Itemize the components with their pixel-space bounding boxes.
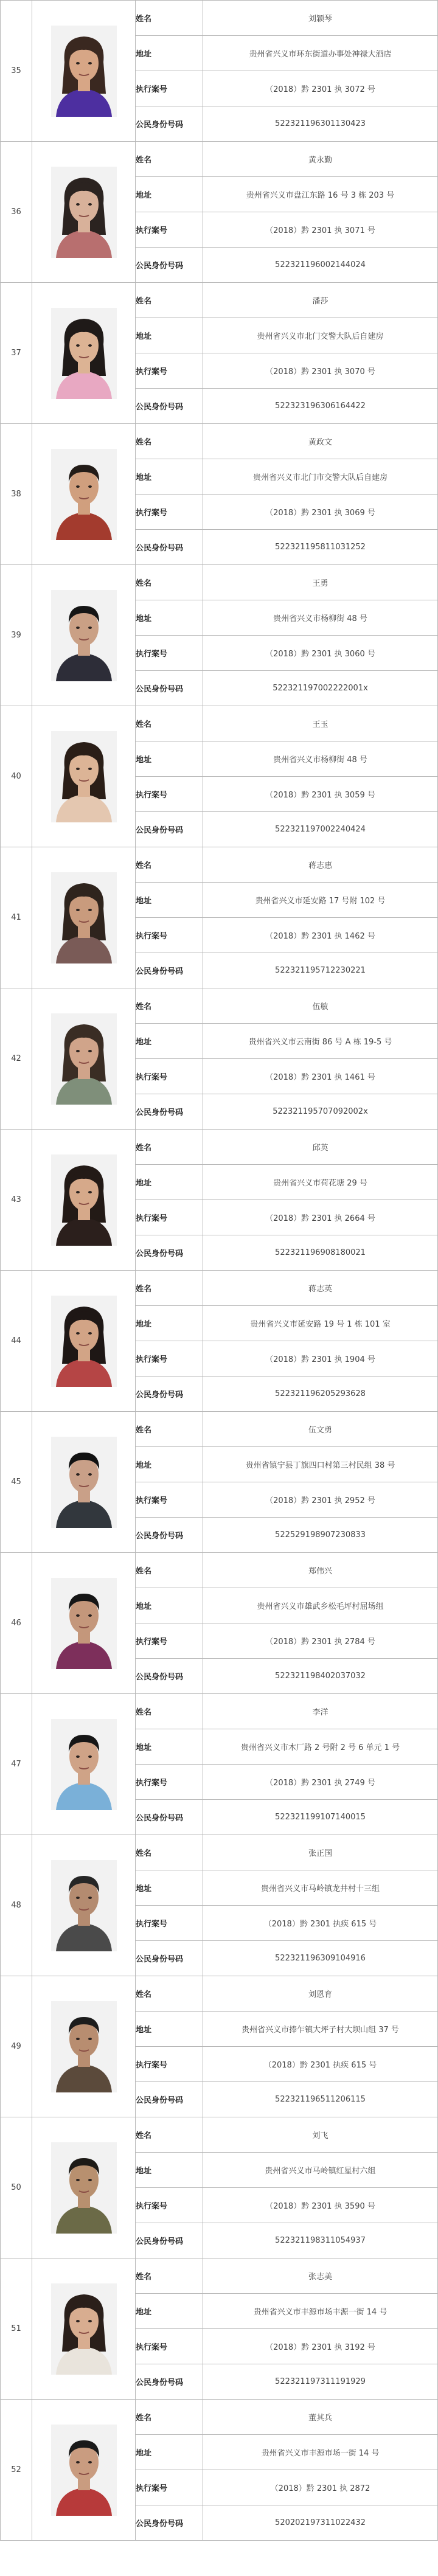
address-label: 地址 bbox=[136, 318, 203, 353]
portrait-photo bbox=[32, 565, 136, 706]
address-label: 地址 bbox=[136, 1306, 203, 1341]
id-value: 522321197002222001x bbox=[203, 671, 438, 706]
name-value: 刘飞 bbox=[203, 2117, 438, 2153]
case-label: 执行案号 bbox=[136, 1482, 203, 1518]
name-label: 姓名 bbox=[136, 283, 203, 318]
name-value: 刘恩育 bbox=[203, 1976, 438, 2012]
name-value: 张正国 bbox=[203, 1835, 438, 1870]
address-label: 地址 bbox=[136, 2294, 203, 2329]
address-value: 贵州省兴义市延安路 17 号附 102 号 bbox=[203, 883, 438, 918]
name-value: 刘颖琴 bbox=[203, 1, 438, 36]
name-label: 姓名 bbox=[136, 988, 203, 1024]
portrait-photo bbox=[32, 706, 136, 847]
portrait-photo bbox=[32, 847, 136, 988]
record-row-name bbox=[1, 988, 438, 1024]
case-label: 执行案号 bbox=[136, 1906, 203, 1941]
id-label: 公民身份号码 bbox=[136, 1941, 203, 1976]
portrait-photo bbox=[32, 1271, 136, 1412]
record-number: 52 bbox=[1, 2400, 32, 2541]
case-label: 执行案号 bbox=[136, 777, 203, 812]
roster-body bbox=[1, 1, 438, 2541]
record-number: 49 bbox=[1, 1976, 32, 2117]
portrait-photo bbox=[32, 424, 136, 565]
id-value: 522321196205293628 bbox=[203, 1377, 438, 1412]
name-label: 姓名 bbox=[136, 1412, 203, 1447]
name-label: 姓名 bbox=[136, 847, 203, 883]
name-label: 姓名 bbox=[136, 706, 203, 741]
record-row-name bbox=[1, 2258, 438, 2294]
id-value: 522321196908180021 bbox=[203, 1235, 438, 1271]
record-row-name bbox=[1, 847, 438, 883]
id-label: 公民身份号码 bbox=[136, 2223, 203, 2258]
address-label: 地址 bbox=[136, 2153, 203, 2188]
id-label: 公民身份号码 bbox=[136, 1659, 203, 1694]
record-row-name bbox=[1, 283, 438, 318]
portrait-photo bbox=[32, 2258, 136, 2400]
name-label: 姓名 bbox=[136, 424, 203, 459]
case-value: （2018）黔 2301 执 3060 号 bbox=[203, 636, 438, 671]
address-value: 贵州省兴义市环东街道办事处神禄大酒店 bbox=[203, 36, 438, 71]
address-value: 贵州省兴义市杨柳街 48 号 bbox=[203, 600, 438, 636]
record-number: 40 bbox=[1, 706, 32, 847]
address-value: 贵州省兴义市马岭镇红星村六组 bbox=[203, 2153, 438, 2188]
case-value: （2018）黔 2301 执 3192 号 bbox=[203, 2329, 438, 2364]
id-label: 公民身份号码 bbox=[136, 2505, 203, 2541]
address-value: 贵州省兴义市荷花塘 29 号 bbox=[203, 1165, 438, 1200]
id-value: 522321197002240424 bbox=[203, 812, 438, 847]
case-label: 执行案号 bbox=[136, 2329, 203, 2364]
name-value: 张志美 bbox=[203, 2258, 438, 2294]
case-value: （2018）黔 2301 执 3059 号 bbox=[203, 777, 438, 812]
case-label: 执行案号 bbox=[136, 2047, 203, 2082]
case-label: 执行案号 bbox=[136, 353, 203, 389]
case-value: （2018）黔 2301 执 2784 号 bbox=[203, 1623, 438, 1659]
id-value: 520202197311022432 bbox=[203, 2505, 438, 2541]
record-number: 48 bbox=[1, 1835, 32, 1976]
record-number: 50 bbox=[1, 2117, 32, 2258]
address-value: 贵州省兴义市盘江东路 16 号 3 栋 203 号 bbox=[203, 177, 438, 212]
case-label: 执行案号 bbox=[136, 1200, 203, 1235]
record-number: 47 bbox=[1, 1694, 32, 1835]
portrait-photo bbox=[32, 988, 136, 1130]
address-value: 贵州省镇宁县丁旗四口村第三村民组 38 号 bbox=[203, 1447, 438, 1482]
id-label: 公民身份号码 bbox=[136, 1518, 203, 1553]
record-number: 42 bbox=[1, 988, 32, 1130]
address-value: 贵州省兴义市丰源市场丰源一街 14 号 bbox=[203, 2294, 438, 2329]
portrait-photo bbox=[32, 1976, 136, 2117]
id-value: 522529198907230833 bbox=[203, 1518, 438, 1553]
address-label: 地址 bbox=[136, 459, 203, 495]
id-label: 公民身份号码 bbox=[136, 1377, 203, 1412]
record-number: 38 bbox=[1, 424, 32, 565]
portrait-photo bbox=[32, 2117, 136, 2258]
address-label: 地址 bbox=[136, 36, 203, 71]
case-label: 执行案号 bbox=[136, 1623, 203, 1659]
record-number: 37 bbox=[1, 283, 32, 424]
portrait-photo bbox=[32, 1835, 136, 1976]
record-row-name bbox=[1, 1130, 438, 1165]
record-number: 51 bbox=[1, 2258, 32, 2400]
name-label: 姓名 bbox=[136, 1553, 203, 1588]
address-label: 地址 bbox=[136, 883, 203, 918]
id-label: 公民身份号码 bbox=[136, 2082, 203, 2117]
id-value: 522321195712230221 bbox=[203, 953, 438, 988]
name-label: 姓名 bbox=[136, 1694, 203, 1729]
id-label: 公民身份号码 bbox=[136, 671, 203, 706]
id-value: 522323196306164422 bbox=[203, 389, 438, 424]
name-label: 姓名 bbox=[136, 2400, 203, 2435]
id-value: 522321199107140015 bbox=[203, 1800, 438, 1835]
name-label: 姓名 bbox=[136, 2117, 203, 2153]
case-value: （2018）黔 2301 执 1904 号 bbox=[203, 1341, 438, 1377]
id-label: 公民身份号码 bbox=[136, 953, 203, 988]
record-number: 45 bbox=[1, 1412, 32, 1553]
case-value: （2018）黔 2301 执 3072 号 bbox=[203, 71, 438, 106]
case-label: 执行案号 bbox=[136, 918, 203, 953]
address-label: 地址 bbox=[136, 1447, 203, 1482]
record-row-name bbox=[1, 1976, 438, 2012]
name-value: 邱英 bbox=[203, 1130, 438, 1165]
id-value: 522321195811031252 bbox=[203, 530, 438, 565]
id-value: 522321196511206115 bbox=[203, 2082, 438, 2117]
address-value: 贵州省兴义市北门市交警大队后自建房 bbox=[203, 459, 438, 495]
address-label: 地址 bbox=[136, 177, 203, 212]
record-row-name bbox=[1, 565, 438, 600]
name-value: 潘莎 bbox=[203, 283, 438, 318]
name-value: 李洋 bbox=[203, 1694, 438, 1729]
address-label: 地址 bbox=[136, 1729, 203, 1765]
name-label: 姓名 bbox=[136, 1, 203, 36]
address-value: 贵州省兴义市云南街 86 号 A 栋 19-5 号 bbox=[203, 1024, 438, 1059]
name-label: 姓名 bbox=[136, 2258, 203, 2294]
case-value: （2018）黔 2301 执 2872 bbox=[203, 2470, 438, 2505]
case-label: 执行案号 bbox=[136, 2470, 203, 2505]
name-value: 王勇 bbox=[203, 565, 438, 600]
case-value: （2018）黔 2301 执 2952 号 bbox=[203, 1482, 438, 1518]
record-row-name bbox=[1, 1553, 438, 1588]
name-label: 姓名 bbox=[136, 142, 203, 177]
portrait-photo bbox=[32, 1130, 136, 1271]
address-value: 贵州省兴义市木厂路 2 号附 2 号 6 单元 1 号 bbox=[203, 1729, 438, 1765]
case-label: 执行案号 bbox=[136, 71, 203, 106]
address-value: 贵州省兴义市雄武乡松毛坪村屈场组 bbox=[203, 1588, 438, 1623]
case-value: （2018）黔 2301 执 3590 号 bbox=[203, 2188, 438, 2223]
name-value: 伍敏 bbox=[203, 988, 438, 1024]
name-value: 董其兵 bbox=[203, 2400, 438, 2435]
id-label: 公民身份号码 bbox=[136, 1235, 203, 1271]
record-number: 35 bbox=[1, 1, 32, 142]
address-label: 地址 bbox=[136, 2435, 203, 2470]
portrait-photo bbox=[32, 142, 136, 283]
record-row-name bbox=[1, 142, 438, 177]
case-label: 执行案号 bbox=[136, 212, 203, 248]
id-value: 522321196002144024 bbox=[203, 248, 438, 283]
address-label: 地址 bbox=[136, 1588, 203, 1623]
case-label: 执行案号 bbox=[136, 1765, 203, 1800]
id-value: 522321195707092002x bbox=[203, 1094, 438, 1130]
address-value: 贵州省兴义市延安路 19 号 1 栋 101 室 bbox=[203, 1306, 438, 1341]
id-label: 公民身份号码 bbox=[136, 812, 203, 847]
name-label: 姓名 bbox=[136, 565, 203, 600]
record-row-name bbox=[1, 1694, 438, 1729]
record-row-name bbox=[1, 2400, 438, 2435]
name-value: 蒋志惠 bbox=[203, 847, 438, 883]
case-value: （2018）黔 2301 执 3070 号 bbox=[203, 353, 438, 389]
address-label: 地址 bbox=[136, 741, 203, 777]
id-label: 公民身份号码 bbox=[136, 106, 203, 142]
name-label: 姓名 bbox=[136, 1130, 203, 1165]
case-value: （2018）黔 2301 执疾 615 号 bbox=[203, 1906, 438, 1941]
address-value: 贵州省兴义市北门交警大队后自建房 bbox=[203, 318, 438, 353]
id-label: 公民身份号码 bbox=[136, 1094, 203, 1130]
case-value: （2018）黔 2301 执 2664 号 bbox=[203, 1200, 438, 1235]
case-value: （2018）黔 2301 执疾 615 号 bbox=[203, 2047, 438, 2082]
name-value: 郑伟兴 bbox=[203, 1553, 438, 1588]
address-label: 地址 bbox=[136, 2012, 203, 2047]
record-row-name bbox=[1, 2117, 438, 2153]
record-number: 44 bbox=[1, 1271, 32, 1412]
id-value: 522321198402037032 bbox=[203, 1659, 438, 1694]
record-row-name bbox=[1, 706, 438, 741]
portrait-photo bbox=[32, 1553, 136, 1694]
record-row-name bbox=[1, 424, 438, 459]
case-label: 执行案号 bbox=[136, 1341, 203, 1377]
name-value: 王玉 bbox=[203, 706, 438, 741]
record-row-name bbox=[1, 1, 438, 36]
id-value: 522321198311054937 bbox=[203, 2223, 438, 2258]
address-value: 贵州省兴义市捧乍镇大坪子村大坝山组 37 号 bbox=[203, 2012, 438, 2047]
id-value: 522321196309104916 bbox=[203, 1941, 438, 1976]
portrait-photo bbox=[32, 1, 136, 142]
portrait-photo bbox=[32, 283, 136, 424]
address-value: 贵州省兴义市杨柳街 48 号 bbox=[203, 741, 438, 777]
portrait-photo bbox=[32, 2400, 136, 2541]
record-row-name bbox=[1, 1412, 438, 1447]
name-label: 姓名 bbox=[136, 1835, 203, 1870]
case-value: （2018）黔 2301 执 3071 号 bbox=[203, 212, 438, 248]
case-label: 执行案号 bbox=[136, 495, 203, 530]
record-row-name bbox=[1, 1271, 438, 1306]
case-label: 执行案号 bbox=[136, 1059, 203, 1094]
id-label: 公民身份号码 bbox=[136, 530, 203, 565]
case-label: 执行案号 bbox=[136, 636, 203, 671]
record-number: 39 bbox=[1, 565, 32, 706]
case-value: （2018）黔 2301 执 1462 号 bbox=[203, 918, 438, 953]
record-number: 43 bbox=[1, 1130, 32, 1271]
id-label: 公民身份号码 bbox=[136, 1800, 203, 1835]
id-label: 公民身份号码 bbox=[136, 2364, 203, 2400]
id-value: 522321197311191929 bbox=[203, 2364, 438, 2400]
portrait-photo bbox=[32, 1412, 136, 1553]
case-value: （2018）黔 2301 执 3069 号 bbox=[203, 495, 438, 530]
case-value: （2018）黔 2301 执 1461 号 bbox=[203, 1059, 438, 1094]
address-label: 地址 bbox=[136, 1024, 203, 1059]
name-value: 伍文勇 bbox=[203, 1412, 438, 1447]
name-label: 姓名 bbox=[136, 1976, 203, 2012]
case-value: （2018）黔 2301 执 2749 号 bbox=[203, 1765, 438, 1800]
record-row-name bbox=[1, 1835, 438, 1870]
address-label: 地址 bbox=[136, 1165, 203, 1200]
address-value: 贵州省兴义市丰源市场一街 14 号 bbox=[203, 2435, 438, 2470]
address-label: 地址 bbox=[136, 600, 203, 636]
name-value: 蒋志英 bbox=[203, 1271, 438, 1306]
address-value: 贵州省兴义市马岭镇龙井村十三组 bbox=[203, 1870, 438, 1906]
name-value: 黄永勤 bbox=[203, 142, 438, 177]
id-label: 公民身份号码 bbox=[136, 248, 203, 283]
name-value: 黄政文 bbox=[203, 424, 438, 459]
record-number: 36 bbox=[1, 142, 32, 283]
id-value: 522321196301130423 bbox=[203, 106, 438, 142]
record-number: 46 bbox=[1, 1553, 32, 1694]
case-label: 执行案号 bbox=[136, 2188, 203, 2223]
record-number: 41 bbox=[1, 847, 32, 988]
address-label: 地址 bbox=[136, 1870, 203, 1906]
id-label: 公民身份号码 bbox=[136, 389, 203, 424]
name-label: 姓名 bbox=[136, 1271, 203, 1306]
portrait-photo bbox=[32, 1694, 136, 1835]
